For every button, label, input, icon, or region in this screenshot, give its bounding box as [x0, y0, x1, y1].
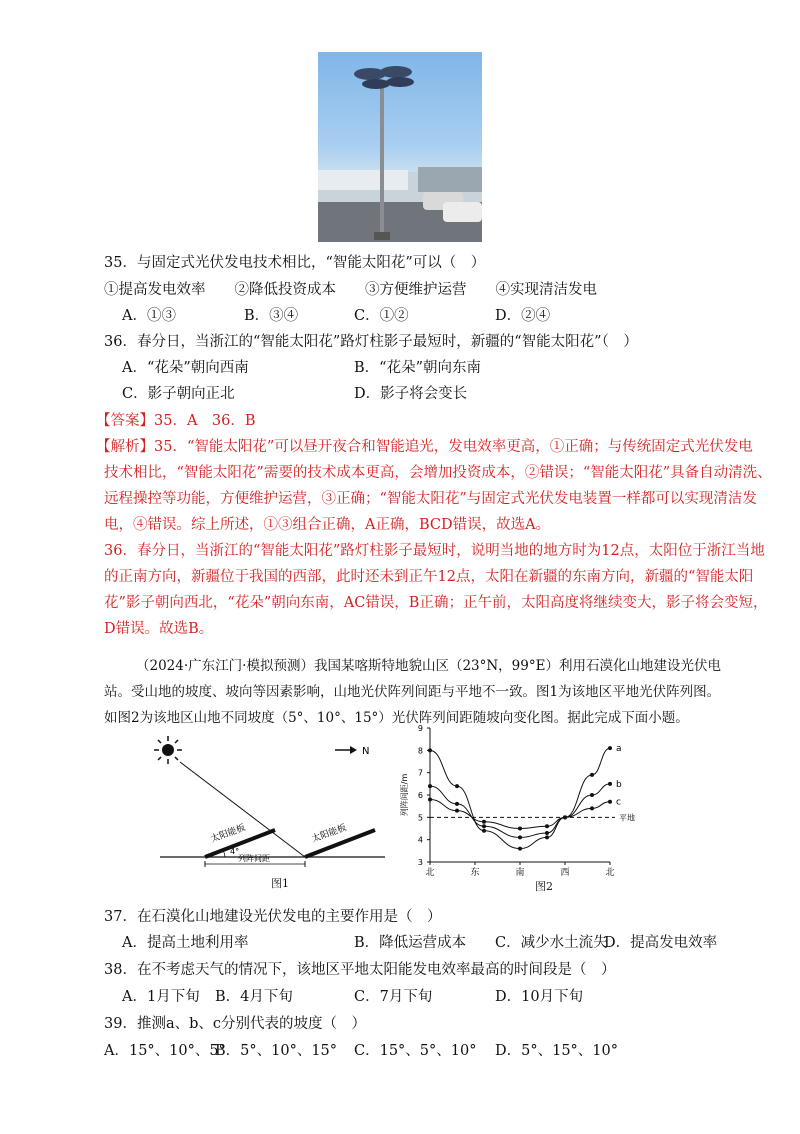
series-a-point: [518, 847, 522, 851]
series-b-label: b: [616, 779, 622, 790]
series-b-point: [608, 782, 612, 786]
q35-option-a[interactable]: A．①③: [122, 308, 176, 324]
q37-option-d[interactable]: D．提高发电效率: [604, 935, 718, 951]
series-b-point: [545, 831, 549, 835]
q35-items: ①提高发电效率 ②降低投资成本 ③方便维护运营 ④实现清洁发电: [104, 282, 597, 298]
panel-label-1: 太阳能板: [209, 823, 247, 845]
passage-line-1: （2024·广东江门·模拟预测）我国某喀斯特地貌山区（23°N，99°E）利用石漠化山地建设光伏电: [136, 658, 721, 674]
series-c-point: [545, 824, 549, 828]
flat-ground-label: 平地: [619, 813, 635, 823]
answer-text: 35．A 36．B: [154, 413, 256, 429]
analysis-line-4: 电，④错误。综上所述，①③组合正确，A正确，BCD错误，故选A。: [104, 517, 551, 533]
q37-stem: 37．在石漠化山地建设光伏发电的主要作用是（ ）: [104, 909, 442, 925]
q38-stem: 38．在不考虑天气的情况下，该地区平地太阳能发电效率最高的时间段是（ ）: [104, 962, 616, 978]
y-tick-label: 3: [417, 858, 423, 867]
analysis-line-8: D错误。故选B。: [104, 621, 214, 637]
figure-2-caption: 图2: [535, 880, 553, 893]
series-a-point: [455, 784, 459, 788]
series-a-point: [608, 746, 612, 750]
q38-option-a[interactable]: A．1月下旬: [122, 989, 200, 1005]
series-b-point: [482, 824, 486, 828]
series-c-point: [455, 809, 459, 813]
q35-option-c[interactable]: C．①②: [354, 308, 409, 324]
series-b-point: [518, 835, 522, 839]
y-tick-label: 5: [417, 813, 423, 823]
series-b-point: [455, 802, 459, 806]
series-c-point: [590, 806, 594, 810]
angle-label: 4°: [230, 847, 240, 856]
north-label: N: [362, 746, 370, 757]
series-c-point: [518, 827, 522, 831]
y-tick-label: 9: [417, 724, 423, 733]
sun-icon: [154, 736, 182, 764]
q38-option-b[interactable]: B．4月下旬: [215, 989, 293, 1005]
series-a-label: a: [616, 744, 622, 755]
x-tick-label: 南: [515, 868, 525, 878]
q36-option-d[interactable]: D．影子将会变长: [354, 386, 468, 402]
series-c-point: [428, 797, 432, 801]
x-tick-label: 西: [560, 868, 570, 878]
q36-option-c[interactable]: C．影子朝向正北: [122, 386, 235, 402]
spacing-label: 列阵间距: [238, 854, 270, 863]
series-a-point: [590, 773, 594, 777]
y-tick-label: 7: [417, 768, 423, 778]
series-a-point: [428, 748, 432, 752]
analysis-line-1: 【解析】35．“智能太阳花”可以昼开夜合和智能追光，发电效率更高，①正确；与传统固定式光伏发电: [96, 439, 753, 455]
x-tick-label: 北: [425, 868, 435, 878]
series-c-point: [482, 820, 486, 824]
q39-option-c[interactable]: C．15°、5°、10°: [354, 1043, 477, 1059]
q35-option-d[interactable]: D．②④: [495, 308, 551, 324]
y-axis-label: 列阵间距/m: [400, 773, 409, 817]
q35-stem: 35．与固定式光伏发电技术相比，“智能太阳花”可以（ ）: [104, 255, 486, 271]
x-tick-label: 东: [470, 868, 480, 878]
q39-option-b[interactable]: B．5°、10°、15°: [215, 1043, 338, 1059]
analysis-tag: 【解析】: [96, 439, 154, 455]
series-c-point: [563, 815, 567, 819]
q36-option-b[interactable]: B．“花朵”朝向东南: [354, 360, 481, 376]
q36-stem: 36．春分日，当浙江的“智能太阳花”路灯柱影子最短时，新疆的“智能太阳花”（ ）: [104, 334, 638, 350]
figure-1: [150, 730, 400, 870]
q38-option-c[interactable]: C．7月下旬: [354, 989, 433, 1005]
y-tick-label: 4: [417, 835, 423, 845]
q36-option-a[interactable]: A．“花朵”朝向西南: [122, 360, 249, 376]
y-tick-label: 8: [417, 746, 423, 756]
series-a-point: [545, 835, 549, 839]
x-tick-label: 北: [605, 868, 615, 878]
answer-line: [96, 411, 256, 431]
series-a-line: [430, 748, 610, 849]
q39-stem: 39．推测a、b、c分别代表的坡度（ ）: [104, 1016, 366, 1032]
analysis-line-6: 的正南方向，新疆位于我国的西部，此时还未到正午12点，太阳在新疆的东南方向，新疆的“智能太阳: [104, 569, 754, 585]
analysis-line-5: 36．春分日，当浙江的“智能太阳花”路灯柱影子最短时，说明当地的地方时为12点，太阳位于浙江当地: [104, 543, 765, 559]
panel-label-2: 太阳能板: [310, 823, 348, 845]
series-b-point: [428, 784, 432, 788]
analysis-line-3: 远程操控等功能，方便维护运营，③正确；“智能太阳花”与固定式光伏发电装置一样都可以实现清洁发: [104, 491, 757, 507]
series-b-point: [590, 793, 594, 797]
series-c-label: c: [616, 797, 621, 808]
q35-option-b[interactable]: B．③④: [244, 308, 299, 324]
series-a-point: [482, 829, 486, 833]
solar-flower-photo: [318, 52, 482, 242]
analysis-line-7: 花”影子朝向西北，“花朵”朝向东南，AC错误，B正确；正午前，太阳高度将继续变大，影子将会变短，: [104, 595, 768, 611]
y-tick-label: 6: [417, 791, 423, 800]
q39-option-d[interactable]: D．5°、15°、10°: [495, 1043, 619, 1059]
q38-option-d[interactable]: D．10月下旬: [495, 989, 584, 1005]
figure-1-caption: 图1: [271, 877, 289, 890]
q37-option-c[interactable]: C．减少水土流失: [495, 935, 608, 951]
passage-line-3: 如图2为该地区山地不同坡度（5°、10°、15°）光伏阵列间距随坡向变化图。据此完成下面小题。: [104, 710, 689, 726]
passage-line-2: 站。受山地的坡度、坡向等因素影响，山地光伏阵列间距与平地不一致。图1为该地区平地光伏阵列图。: [104, 684, 721, 700]
answer-tag: 【答案】: [96, 413, 154, 429]
q37-option-a[interactable]: A．提高土地利用率: [122, 935, 249, 951]
series-c-point: [608, 800, 612, 804]
q37-option-b[interactable]: B．降低运营成本: [354, 935, 467, 951]
north-arrow-icon: [335, 746, 357, 754]
analysis-line-2: 技术相比，“智能太阳花”需要的技术成本更高，会增加投资成本，②错误；“智能太阳花”具备自动清洗、: [104, 465, 772, 481]
q39-option-a[interactable]: A．15°、10°、5°: [104, 1043, 226, 1059]
figure-2-chart: [395, 720, 665, 895]
